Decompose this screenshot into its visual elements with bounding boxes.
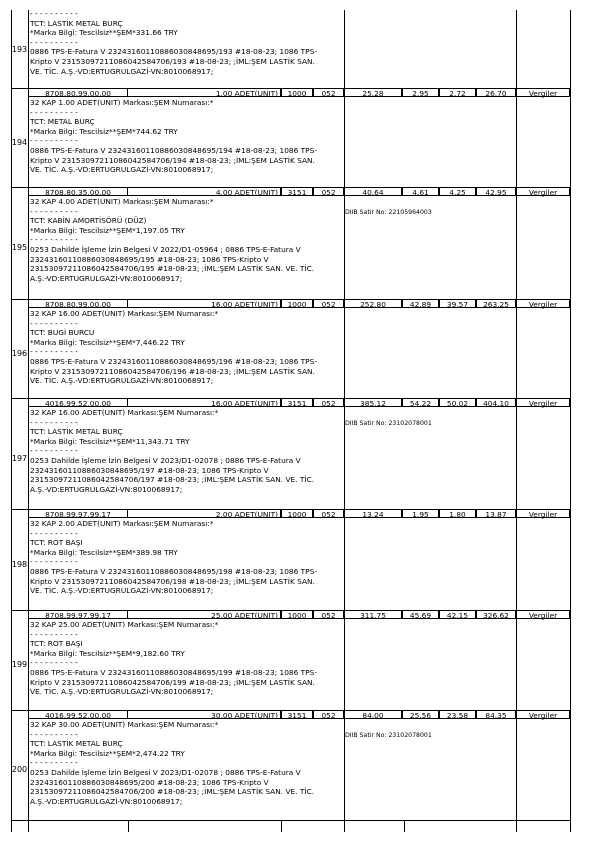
item-number: 193 xyxy=(11,45,28,54)
gtip-code: 8708.80.99.00.00 xyxy=(28,88,128,97)
value-3: 2.72 xyxy=(439,88,476,97)
tax-link[interactable]: Vergiler xyxy=(516,398,570,407)
country-code: 052 xyxy=(313,710,344,719)
column-rule xyxy=(28,509,29,610)
value-4: 84.35 xyxy=(476,710,516,719)
country-code: 052 xyxy=(313,398,344,407)
item-description: - - - - - - - - - - TCT: LASTİK METAL BURÇ *Marka Bilgi: Tescilsiz**ŞEM*331.66 TRY - - - - - - - - - - 0886 TPS-E-Fatura V 23243160110886030848695/193 #18-08-23; 1086 TPS- Kripto V 23153097211086042584706/193 #18-08-23; ;İML:ŞEM LASTİK SAN. VE. TİC. A.Ş.-VD:ERTUGRULGAZİ-VN:8010068917; xyxy=(30,9,317,76)
item-number: 194 xyxy=(11,138,28,147)
value-2: 45.69 xyxy=(402,610,439,619)
code-a: 3151 xyxy=(281,710,313,719)
country-code: 052 xyxy=(313,187,344,196)
gtip-code: 8708.80.99.00.00 xyxy=(28,299,128,308)
item-number: 195 xyxy=(11,243,28,252)
value-2: 54.22 xyxy=(402,398,439,407)
column-rule xyxy=(570,398,571,509)
value-2: 42.89 xyxy=(402,299,439,308)
column-rule xyxy=(570,299,571,398)
table-bottom-edge xyxy=(11,820,571,832)
quantity: 2.00 ADET(UNIT) xyxy=(128,509,281,518)
code-a: 1000 xyxy=(281,299,313,308)
value-1: 311.75 xyxy=(344,610,402,619)
value-4: 404.10 xyxy=(476,398,516,407)
gtip-code: 8708.80.35.00.00 xyxy=(28,187,128,196)
column-rule xyxy=(28,88,29,187)
value-2: 2.95 xyxy=(402,88,439,97)
value-1: 25.28 xyxy=(344,88,402,97)
value-4: 26.70 xyxy=(476,88,516,97)
item-description: 32 KAP 1.00 ADET(UNIT) Markası:ŞEM Numarası:* - - - - - - - - - - TCT: METAL BURÇ *Marka Bilgi: Tescilsiz**ŞEM*744.62 TRY - - - - - - - - - - 0886 TPS-E-Fatura V 23243160110886030848695/194 #18-08-23; 1086 TPS- Kripto V 23153097211086042584706/194 #18-08-23; ;İML:ŞEM LASTİK SAN. VE. TİC. A.Ş.-VD:ERTUGRULGAZİ-VN:8010068917; xyxy=(30,98,317,175)
item-description: 32 KAP 16.00 ADET(UNIT) Markası:ŞEM Numarası:* - - - - - - - - - - TCT: BUGİ BURCU *Marka Bilgi: Tescilsiz**ŞEM*7,446.22 TRY - - - - - - - - - - 0886 TPS-E-Fatura V 23243160110886030848695/196 #18-08-23; 1086 TPS- Kripto V 23153097211086042584706/196 #18-08-23; ;İML:ŞEM LASTİK SAN. VE. TİC. A.Ş.-VD:ERTUGRULGAZİ-VN:8010068917; xyxy=(30,309,317,386)
value-3: 1.80 xyxy=(439,509,476,518)
country-code: 052 xyxy=(313,509,344,518)
column-rule xyxy=(516,88,517,187)
code-a: 1000 xyxy=(281,509,313,518)
value-1: 84.00 xyxy=(344,710,402,719)
quantity: 4.00 ADET(UNIT) xyxy=(128,187,281,196)
item-number: 198 xyxy=(11,560,28,569)
gtip-code: 8708.99.97.99.17 xyxy=(28,509,128,518)
diib-line-number: DIIB Satir No: 23102078001 xyxy=(345,732,432,739)
gtip-code: 4016.99.52.00.00 xyxy=(28,710,128,719)
value-2: 1.95 xyxy=(402,509,439,518)
value-1: 385.12 xyxy=(344,398,402,407)
code-a: 1000 xyxy=(281,88,313,97)
quantity: 25.00 ADET(UNIT) xyxy=(128,610,281,619)
tax-link[interactable]: Vergiler xyxy=(516,299,570,308)
item-number: 200 xyxy=(11,765,28,774)
item-description: 32 KAP 25.00 ADET(UNIT) Markası:ŞEM Numarası:* - - - - - - - - - - TCT: ROT BAŞI *Marka Bilgi: Tescilsiz**ŞEM*9,182.60 TRY - - - - - - - - - - 0886 TPS-E-Fatura V 23243160110886030848695/199 #18-08-23; 1086 TPS- Kripto V 23153097211086042584706/199 #18-08-23; ;İML:ŞEM LASTİK SAN. VE. TİC. A.Ş.-VD:ERTUGRULGAZİ-VN:8010068917; xyxy=(30,620,317,697)
country-code: 052 xyxy=(313,299,344,308)
item-row xyxy=(11,88,571,187)
tax-link[interactable]: Vergiler xyxy=(516,88,570,97)
item-row xyxy=(11,710,571,820)
value-3: 23.58 xyxy=(439,710,476,719)
item-row xyxy=(11,509,571,610)
item-description: 32 KAP 16.00 ADET(UNIT) Markası:ŞEM Numarası:* - - - - - - - - - - TCT: LASTİK METAL BURÇ *Marka Bilgi: Tescilsiz**ŞEM*11,343.71 TRY - - - - - - - - - - 0253 Dahilde İşleme İzin Belgesi V 2023/D1-02078 ; 0886 TPS-E-Fatura V 23243160110886030848695/197 #18-08-23; 1086 TPS-Kripto V 23153097211086042584706/197 #18-08-23; ;İML:ŞEM LASTİK SAN. VE. TİC. A.Ş.-VD:ERTUGRULGAZİ-VN:8010068917; xyxy=(30,408,315,494)
item-description: 32 KAP 30.00 ADET(UNIT) Markası:ŞEM Numarası:* - - - - - - - - - - TCT: LASTİK METAL BURÇ *Marka Bilgi: Tescilsiz**ŞEM*2,474.22 TRY - - - - - - - - - - 0253 Dahilde İşleme İzin Belgesi V 2023/D1-02078 ; 0886 TPS-E-Fatura V 23243160110886030848695/200 #18-08-23; 1086 TPS-Kripto V 23153097211086042584706/200 #18-08-23; ;İML:ŞEM LASTİK SAN. VE. TİC. A.Ş.-VD:ERTUGRULGAZİ-VN:8010068917; xyxy=(30,720,315,806)
column-rule xyxy=(570,710,571,820)
country-code: 052 xyxy=(313,88,344,97)
column-rule xyxy=(28,187,29,299)
gtip-code: 4016.99.52.00.00 xyxy=(28,398,128,407)
value-4: 263.25 xyxy=(476,299,516,308)
item-row xyxy=(11,299,571,398)
gtip-code: 8708.99.97.99.17 xyxy=(28,610,128,619)
item-row xyxy=(11,398,571,509)
value-1: 13.24 xyxy=(344,509,402,518)
item-description: 32 KAP 4.00 ADET(UNIT) Markası:ŞEM Numarası:* - - - - - - - - - - TCT: KABİN AMORTİSÖRÜ (DÜZ) *Marka Bilgi: Tescilsiz**ŞEM*1,197.05 TRY - - - - - - - - - - 0253 Dahilde İşleme İzin Belgesi V 2022/D1-05964 ; 0886 TPS-E-Fatura V 23243160110886030848695/195 #18-08-23; 1086 TPS-Kripto V 23153097211086042584706/195 #18-08-23; ;İML:ŞEM LASTİK SAN. VE. TİC. A.Ş.-VD:ERTUGRULGAZİ-VN:8010068917; xyxy=(30,197,315,283)
value-1: 40.64 xyxy=(344,187,402,196)
value-4: 326.62 xyxy=(476,610,516,619)
code-a: 1000 xyxy=(281,610,313,619)
tax-link[interactable]: Vergiler xyxy=(516,710,570,719)
item-number: 197 xyxy=(11,454,28,463)
quantity: 30.00 ADET(UNIT) xyxy=(128,710,281,719)
column-rule xyxy=(516,610,517,710)
column-rule xyxy=(516,398,517,509)
column-rule xyxy=(516,710,517,820)
column-rule xyxy=(570,509,571,610)
column-rule xyxy=(28,398,29,509)
column-rule xyxy=(570,88,571,187)
item-number: 199 xyxy=(11,660,28,669)
item-193-continuation xyxy=(11,10,571,88)
item-number: 196 xyxy=(11,349,28,358)
quantity: 16.00 ADET(UNIT) xyxy=(128,398,281,407)
tax-link[interactable]: Vergiler xyxy=(516,187,570,196)
quantity: 16.00 ADET(UNIT) xyxy=(128,299,281,308)
diib-line-number: DIIB Satir No: 22105964003 xyxy=(345,209,432,216)
column-rule xyxy=(28,710,29,820)
column-rule xyxy=(28,299,29,398)
value-3: 50.02 xyxy=(439,398,476,407)
value-3: 42.15 xyxy=(439,610,476,619)
column-rule xyxy=(516,187,517,299)
value-1: 252.80 xyxy=(344,299,402,308)
value-4: 42.95 xyxy=(476,187,516,196)
value-2: 4.61 xyxy=(402,187,439,196)
column-rule xyxy=(570,187,571,299)
quantity: 1.00 ADET(UNIT) xyxy=(128,88,281,97)
code-a: 3151 xyxy=(281,187,313,196)
column-rule xyxy=(28,610,29,710)
column-rule xyxy=(570,610,571,710)
country-code: 052 xyxy=(313,610,344,619)
code-a: 3151 xyxy=(281,398,313,407)
tax-link[interactable]: Vergiler xyxy=(516,509,570,518)
value-2: 25.56 xyxy=(402,710,439,719)
item-row xyxy=(11,187,571,299)
item-row xyxy=(11,610,571,710)
diib-line-number: DIIB Satir No: 23102078001 xyxy=(345,420,432,427)
tax-link[interactable]: Vergiler xyxy=(516,610,570,619)
value-3: 39.57 xyxy=(439,299,476,308)
value-3: 4.25 xyxy=(439,187,476,196)
item-description: 32 KAP 2.00 ADET(UNIT) Markası:ŞEM Numarası:* - - - - - - - - - - TCT: ROT BAŞI *Marka Bilgi: Tescilsiz**ŞEM*389.98 TRY - - - - - - - - - - 0886 TPS-E-Fatura V 23243160110886030848695/198 #18-08-23; 1086 TPS- Kripto V 23153097211086042584706/198 #18-08-23; ;İML:ŞEM LASTİK SAN. VE. TİC. A.Ş.-VD:ERTUGRULGAZİ-VN:8010068917; xyxy=(30,519,317,596)
column-rule xyxy=(516,509,517,610)
value-4: 13.87 xyxy=(476,509,516,518)
column-rule xyxy=(516,299,517,398)
